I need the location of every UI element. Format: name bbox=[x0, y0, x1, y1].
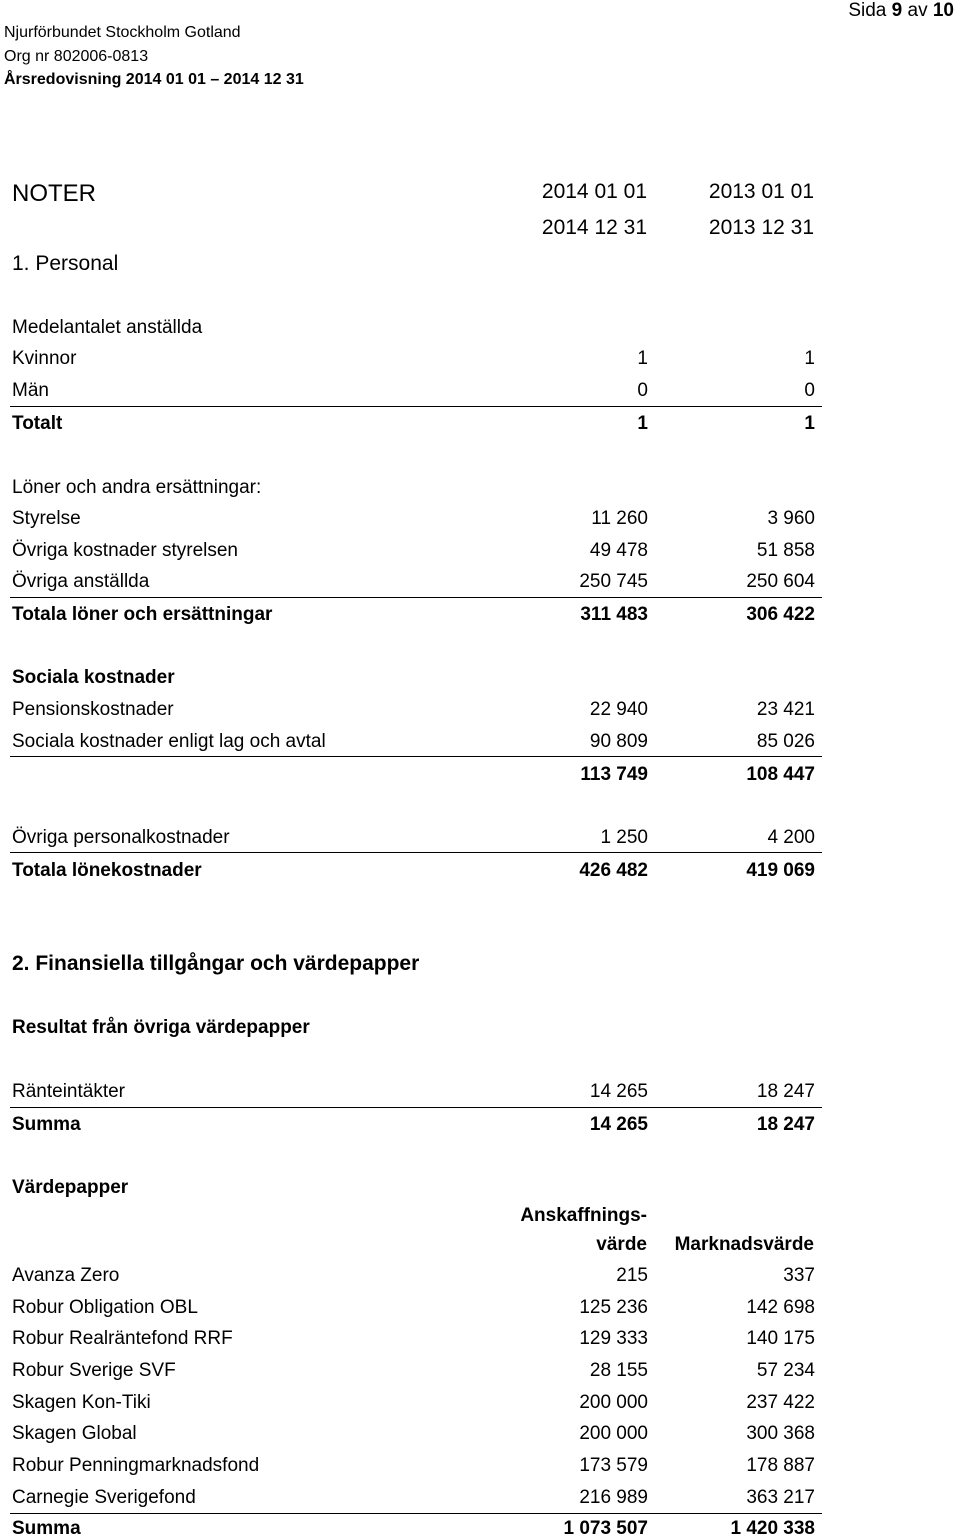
table-row bbox=[12, 377, 822, 407]
value-2013: 250 604 bbox=[746, 571, 815, 592]
row-label: Robur Realräntefond RRF bbox=[12, 1328, 233, 1349]
divider bbox=[10, 597, 822, 598]
total-row bbox=[12, 410, 822, 440]
divider bbox=[10, 406, 822, 407]
value-marknad: 337 bbox=[783, 1265, 815, 1286]
page-number bbox=[848, 0, 954, 22]
value-2014: 90 809 bbox=[589, 731, 648, 752]
value-2014: 1 bbox=[637, 348, 648, 369]
value-marknad: 1 420 338 bbox=[730, 1518, 815, 1539]
value-marknad: 237 422 bbox=[746, 1392, 815, 1413]
value-2013: 18 247 bbox=[756, 1081, 815, 1102]
col2-end: 2013 12 31 bbox=[708, 216, 814, 239]
vp-col-ansk-line1: Anskaffnings- bbox=[520, 1205, 647, 1226]
value-2014: 14 265 bbox=[589, 1081, 648, 1102]
table-row bbox=[12, 1357, 822, 1387]
value-2014: 311 483 bbox=[580, 604, 648, 625]
table-row bbox=[12, 1262, 822, 1292]
row-label: Skagen Kon-Tiki bbox=[12, 1392, 151, 1413]
notes-title: NOTER bbox=[12, 180, 96, 207]
divider bbox=[10, 852, 822, 853]
value-2013: 1 bbox=[804, 413, 815, 434]
table-row bbox=[12, 1294, 822, 1324]
medel-heading: Medelantalet anställda bbox=[12, 317, 203, 338]
vp-col-marknad: Marknadsvärde bbox=[674, 1234, 814, 1255]
divider bbox=[10, 1513, 822, 1514]
report-period: Årsredovisning 2014 01 01 – 2014 12 31 bbox=[4, 71, 304, 88]
value-ansk: 200 000 bbox=[579, 1392, 648, 1413]
value-2013: 51 858 bbox=[756, 540, 815, 561]
value-2013: 1 bbox=[804, 348, 815, 369]
value-2013: 18 247 bbox=[756, 1114, 815, 1135]
table-row bbox=[12, 696, 822, 726]
col1-start: 2014 01 01 bbox=[541, 180, 647, 203]
row-label: Ränteintäkter bbox=[12, 1081, 126, 1102]
value-2013: 419 069 bbox=[746, 860, 815, 881]
value-ansk: 129 333 bbox=[579, 1328, 648, 1349]
table-row bbox=[12, 1452, 822, 1482]
row-label: Totala löner och ersättningar bbox=[12, 604, 273, 625]
divider bbox=[10, 1107, 822, 1108]
row-label: Robur Penningmarknadsfond bbox=[12, 1455, 260, 1476]
table-row bbox=[12, 1389, 822, 1419]
table-row bbox=[12, 568, 822, 598]
value-2013: 108 447 bbox=[746, 764, 815, 785]
row-label: Totala lönekostnader bbox=[12, 860, 202, 881]
value-marknad: 363 217 bbox=[746, 1487, 815, 1508]
value-2014: 426 482 bbox=[579, 860, 648, 881]
value-ansk: 1 073 507 bbox=[563, 1518, 648, 1539]
total-row bbox=[12, 601, 822, 631]
row-label: Summa bbox=[12, 1518, 81, 1539]
value-2014: 0 bbox=[637, 380, 648, 401]
page-of: av bbox=[907, 0, 928, 21]
org-number: Org nr 802006-0813 bbox=[4, 48, 149, 65]
sociala-heading: Sociala kostnader bbox=[12, 667, 175, 688]
table-row bbox=[12, 537, 822, 567]
value-ansk: 200 000 bbox=[579, 1423, 648, 1444]
value-2014: 14 265 bbox=[589, 1114, 648, 1135]
table-row bbox=[12, 728, 822, 758]
total-row bbox=[12, 1515, 822, 1539]
row-label: Skagen Global bbox=[12, 1423, 137, 1444]
page-total: 10 bbox=[932, 0, 954, 21]
col1-end: 2014 12 31 bbox=[541, 216, 647, 239]
row-label: Summa bbox=[12, 1114, 81, 1135]
value-marknad: 300 368 bbox=[746, 1423, 815, 1444]
table-row bbox=[12, 1420, 822, 1450]
value-ansk: 216 989 bbox=[579, 1487, 648, 1508]
value-2014: 11 260 bbox=[591, 508, 648, 529]
divider bbox=[10, 756, 822, 757]
row-label: Styrelse bbox=[12, 508, 81, 529]
value-2013: 306 422 bbox=[746, 604, 815, 625]
subtotal-row bbox=[12, 761, 822, 791]
value-2014: 49 478 bbox=[589, 540, 648, 561]
value-marknad: 178 887 bbox=[746, 1455, 815, 1476]
table-row bbox=[12, 1078, 822, 1108]
row-label: Avanza Zero bbox=[12, 1265, 120, 1286]
value-marknad: 140 175 bbox=[746, 1328, 815, 1349]
row-label: Pensionskostnader bbox=[12, 699, 174, 720]
total-row bbox=[12, 857, 822, 887]
value-2013: 0 bbox=[804, 380, 815, 401]
row-label: Kvinnor bbox=[12, 348, 77, 369]
value-2014: 1 250 bbox=[600, 827, 648, 848]
value-2014: 250 745 bbox=[579, 571, 648, 592]
table-row bbox=[12, 1325, 822, 1355]
value-2013: 3 960 bbox=[767, 508, 815, 529]
vp-heading: Värdepapper bbox=[12, 1177, 129, 1198]
value-2013: 85 026 bbox=[756, 731, 815, 752]
value-2014: 22 940 bbox=[589, 699, 648, 720]
row-label: Totalt bbox=[12, 413, 63, 434]
value-ansk: 215 bbox=[616, 1265, 648, 1286]
table-row bbox=[12, 824, 822, 854]
value-marknad: 57 234 bbox=[756, 1360, 815, 1381]
row-label: Män bbox=[12, 380, 49, 401]
resultat-heading: Resultat från övriga värdepapper bbox=[12, 1017, 310, 1038]
page-label: Sida bbox=[848, 0, 887, 21]
org-name: Njurförbundet Stockholm Gotland bbox=[4, 24, 241, 41]
table-row bbox=[12, 1484, 822, 1514]
table-row bbox=[12, 505, 822, 535]
page-current: 9 bbox=[891, 0, 903, 21]
loner-heading: Löner och andra ersättningar: bbox=[12, 477, 262, 498]
value-2013: 23 421 bbox=[756, 699, 815, 720]
table-row bbox=[12, 345, 822, 375]
section-personal-title: 1. Personal bbox=[12, 252, 119, 275]
total-row bbox=[12, 1111, 822, 1141]
section-finans-title: 2. Finansiella tillgångar och värdepapper bbox=[12, 952, 420, 975]
value-ansk: 28 155 bbox=[589, 1360, 648, 1381]
row-label: Robur Obligation OBL bbox=[12, 1297, 198, 1318]
col2-start: 2013 01 01 bbox=[708, 180, 814, 203]
row-label: Övriga kostnader styrelsen bbox=[12, 540, 238, 561]
row-label: Övriga anställda bbox=[12, 571, 150, 592]
value-ansk: 125 236 bbox=[579, 1297, 648, 1318]
row-label: Övriga personalkostnader bbox=[12, 827, 230, 848]
row-label: Robur Sverige SVF bbox=[12, 1360, 176, 1381]
row-label: Carnegie Sverigefond bbox=[12, 1487, 196, 1508]
vp-col-ansk-line2: värde bbox=[596, 1234, 647, 1255]
row-label: Sociala kostnader enligt lag och avtal bbox=[12, 731, 326, 752]
value-ansk: 173 579 bbox=[579, 1455, 648, 1476]
value-2014: 113 749 bbox=[580, 764, 648, 785]
value-2014: 1 bbox=[637, 413, 648, 434]
value-marknad: 142 698 bbox=[746, 1297, 815, 1318]
value-2013: 4 200 bbox=[767, 827, 815, 848]
